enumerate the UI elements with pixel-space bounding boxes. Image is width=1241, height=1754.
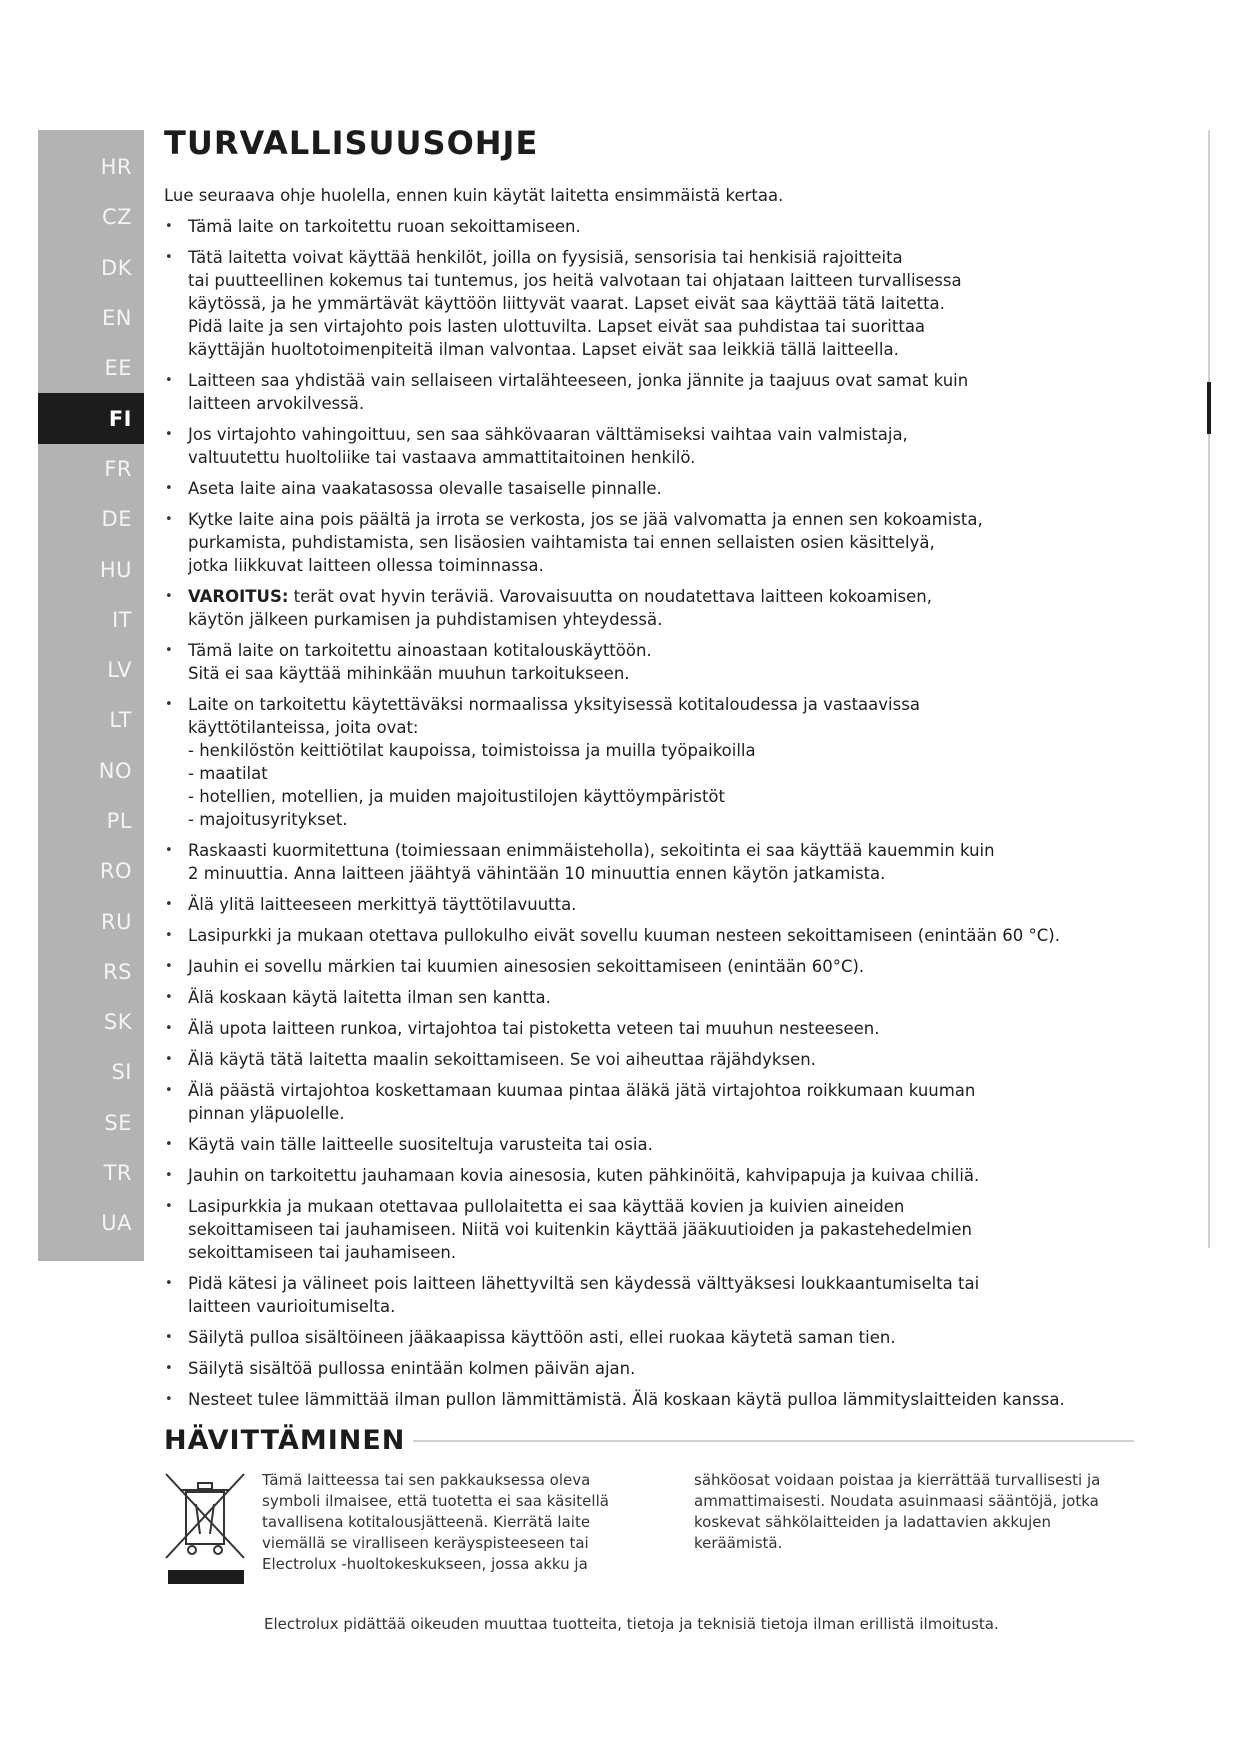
rule-item: • Laite on tarkoitettu käytettäväksi normaalissa yksityisessä kotitaloudessa ja vastaavissa käyttötilanteissa, joita ovat: - henkilöstön keittiötilat kaupoissa, toimistoissa ja muilla työpaikoilla - maatilat - hotellien, motellien, ja muiden majoitustilojen käyttöympäristöt - majoitusyritykset. bbox=[164, 693, 1134, 831]
rule-item: • Lasipurkkia ja mukaan otettavaa pullolaitetta ei saa käyttää kovien ja kuivien aineiden sekoittamiseen tai jauhamiseen. Niitä voi kuitenkin käyttää jääkuutioiden ja pakastehedelmien sekoittamiseen tai jauhamiseen. bbox=[164, 1195, 1134, 1264]
rule-item: • Tätä laitetta voivat käyttää henkilöt, joilla on fyysisiä, sensorisia tai henkisiä rajoitteita tai puutteellinen kokemus tai tuntemus, jos heitä valvotaan tai ohjataan laitteen turvallisessa käytössä, ja he ymmärtävät käyttöön liittyvät vaarat. Lapset eivät saa käyttää tätä laitetta. Pidä laite ja sen virtajohto pois lasten ulottuvilta. Lapset eivät saa puhdistaa tai suorittaa käyttäjän huoltotoimenpiteitä ilman valvontaa. Lapset eivät saa leikkiä tällä laitteella. bbox=[164, 246, 1134, 361]
main-content bbox=[164, 124, 1134, 1635]
lang-tab-fr[interactable]: FR bbox=[104, 456, 132, 481]
rule-item: • Aseta laite aina vaakatasossa olevalle tasaiselle pinnalle. bbox=[164, 477, 1134, 500]
rule-item: • Raskaasti kuormitettuna (toimiessaan enimmäisteholla), sekoitinta ei saa käyttää kauemmin kuin 2 minuuttia. Anna laitteen jäähtyä vähintään 10 minuuttia ennen käytön jatkamista. bbox=[164, 839, 1134, 885]
section-marker bbox=[1207, 382, 1211, 434]
disclaimer-note: Electrolux pidättää oikeuden muuttaa tuotteita, tietoja ja teknisiä tietoja ilman erillistä ilmoitusta. bbox=[264, 1615, 999, 1633]
disposal-text-column-2: sähköosat voidaan poistaa ja kierrättää turvallisesti ja ammattimaisesti. Noudata asuinmaasi sääntöjä, jotka koskevat sähkölaitteiden ja ladattavien akkujen keräämistä. bbox=[694, 1471, 1101, 1552]
lang-tab-ee[interactable]: EE bbox=[104, 356, 132, 381]
safety-rules-list bbox=[164, 215, 1134, 1411]
warning-text: terät ovat hyvin teräviä. Varovaisuutta on noudatettava laitteen kokoamisen, käytön jälkeen purkamisen ja puhdistamisen yhteydessä. bbox=[188, 587, 932, 629]
lang-tab-hr[interactable]: HR bbox=[100, 155, 132, 180]
rule-item: • Älä käytä tätä laitetta maalin sekoittamiseen. Se voi aiheuttaa räjähdyksen. bbox=[164, 1048, 1134, 1071]
rule-item: • Tämä laite on tarkoitettu ruoan sekoittamiseen. bbox=[164, 215, 1134, 238]
lang-tab-tr[interactable]: TR bbox=[103, 1161, 132, 1186]
rule-item: • Nesteet tulee lämmittää ilman pullon lämmittämistä. Älä koskaan käytä pulloa lämmityslaitteiden kanssa. bbox=[164, 1388, 1134, 1411]
lang-tab-cz[interactable]: CZ bbox=[101, 205, 132, 230]
rule-item: • Kytke laite aina pois päältä ja irrota se verkosta, jos se jää valvomatta ja ennen sen kokoamista, purkamista, puhdistamista, sen lisäosien vaihtamista tai ennen sellaisten osien käsittelyä, jotka liikkuvat laitteen ollessa toiminnassa. bbox=[164, 508, 1134, 577]
rule-item: • Käytä vain tälle laitteelle suositeltuja varusteita tai osia. bbox=[164, 1133, 1134, 1156]
rule-item: • Jos virtajohto vahingoittuu, sen saa sähkövaaran välttämiseksi vaihtaa vain valmistaja, valtuutettu huoltoliike tai vastaava ammattitaitoinen henkilö. bbox=[164, 423, 1134, 469]
lang-tab-en[interactable]: EN bbox=[102, 306, 132, 331]
lang-tab-lt[interactable]: LT bbox=[109, 708, 132, 733]
lang-tab-hu[interactable]: HU bbox=[99, 557, 132, 582]
rule-item: • Jauhin on tarkoitettu jauhamaan kovia ainesosia, kuten pähkinöitä, kahvipapuja ja kuivaa chiliä. bbox=[164, 1164, 1134, 1187]
lang-tab-pl[interactable]: PL bbox=[106, 809, 132, 833]
rule-item: • Älä päästä virtajohtoa koskettamaan kuumaa pintaa äläkä jätä virtajohtoa roikkumaan kuuman pinnan yläpuolelle. bbox=[164, 1079, 1134, 1125]
lang-tab-it[interactable]: IT bbox=[111, 607, 132, 632]
language-tabs bbox=[38, 130, 144, 1261]
right-margin-rule bbox=[1208, 130, 1210, 1248]
rule-item: • Älä koskaan käytä laitetta ilman sen kantta. bbox=[164, 986, 1134, 1009]
lang-tab-sk[interactable]: SK bbox=[103, 1010, 132, 1035]
warning-item bbox=[164, 585, 1134, 631]
rule-item: • Älä ylitä laitteeseen merkittyä täyttötilavuutta. bbox=[164, 893, 1134, 916]
rule-item: • Laitteen saa yhdistää vain sellaiseen virtalähteeseen, jonka jännite ja taajuus ovat samat kuin laitteen arvokilvessä. bbox=[164, 369, 1134, 415]
rule-item: • Tämä laite on tarkoitettu ainoastaan kotitalouskäyttöön. Sitä ei saa käyttää mihinkään muuhun tarkoitukseen. bbox=[164, 639, 1134, 685]
lang-tab-si[interactable]: SI bbox=[111, 1060, 132, 1085]
lang-tab-no[interactable]: NO bbox=[98, 758, 132, 783]
crossed-bin-icon bbox=[164, 1470, 264, 1594]
rule-item: • Lasipurkki ja mukaan otettava pullokulho eivät sovellu kuuman nesteen sekoittamiseen (enintään 60 °C). bbox=[164, 924, 1134, 947]
lang-tab-ua[interactable]: UA bbox=[101, 1211, 132, 1236]
page-title: TURVALLISUUSOHJE bbox=[164, 124, 539, 162]
rule-item: • Jauhin ei sovellu märkien tai kuumien ainesosien sekoittamiseen (enintään 60°C). bbox=[164, 955, 1134, 978]
disposal-text-column-1: Tämä laitteessa tai sen pakkauksessa oleva symboli ilmaisee, että tuotetta ei saa käsitellä tavallisena kotitalousjätteenä. Kierrätä laite viemällä se viralliseen keräyspisteeseen tai Electrolux -huoltokeskukseen, jossa akku ja bbox=[262, 1471, 609, 1573]
disposal-title: HÄVITTÄMINEN bbox=[164, 1425, 406, 1456]
lang-tab-dk[interactable]: DK bbox=[101, 255, 132, 280]
rule-item: • Säilytä pulloa sisältöineen jääkaapissa käyttöön asti, ellei ruokaa käytetä saman tien. bbox=[164, 1326, 1134, 1349]
intro-text: Lue seuraava ohje huolella, ennen kuin käytät laitetta ensimmäistä kertaa. bbox=[164, 186, 784, 205]
disposal-header bbox=[164, 1425, 1134, 1456]
lang-tab-fi[interactable]: FI bbox=[38, 393, 144, 443]
disposal-divider bbox=[413, 1440, 1134, 1442]
rule-item: • Älä upota laitteen runkoa, virtajohtoa tai pistoketta veteen tai muuhun nesteeseen. bbox=[164, 1017, 1134, 1040]
lang-tab-rs[interactable]: RS bbox=[103, 959, 132, 984]
rule-item: • Pidä kätesi ja välineet pois laitteen lähettyviltä sen käydessä välttyäksesi loukkaantumiselta tai laitteen vaurioitumiselta. bbox=[164, 1272, 1134, 1318]
lang-tab-ru[interactable]: RU bbox=[101, 909, 132, 934]
warning-label: VAROITUS: bbox=[188, 587, 289, 606]
lang-tab-lv[interactable]: LV bbox=[107, 658, 132, 683]
disposal-body bbox=[164, 1470, 1134, 1594]
lang-tab-ro[interactable]: RO bbox=[99, 859, 132, 884]
lang-tab-se[interactable]: SE bbox=[104, 1110, 132, 1135]
rule-item: • Säilytä sisältöä pullossa enintään kolmen päivän ajan. bbox=[164, 1357, 1134, 1380]
lang-tab-de[interactable]: DE bbox=[101, 507, 132, 532]
